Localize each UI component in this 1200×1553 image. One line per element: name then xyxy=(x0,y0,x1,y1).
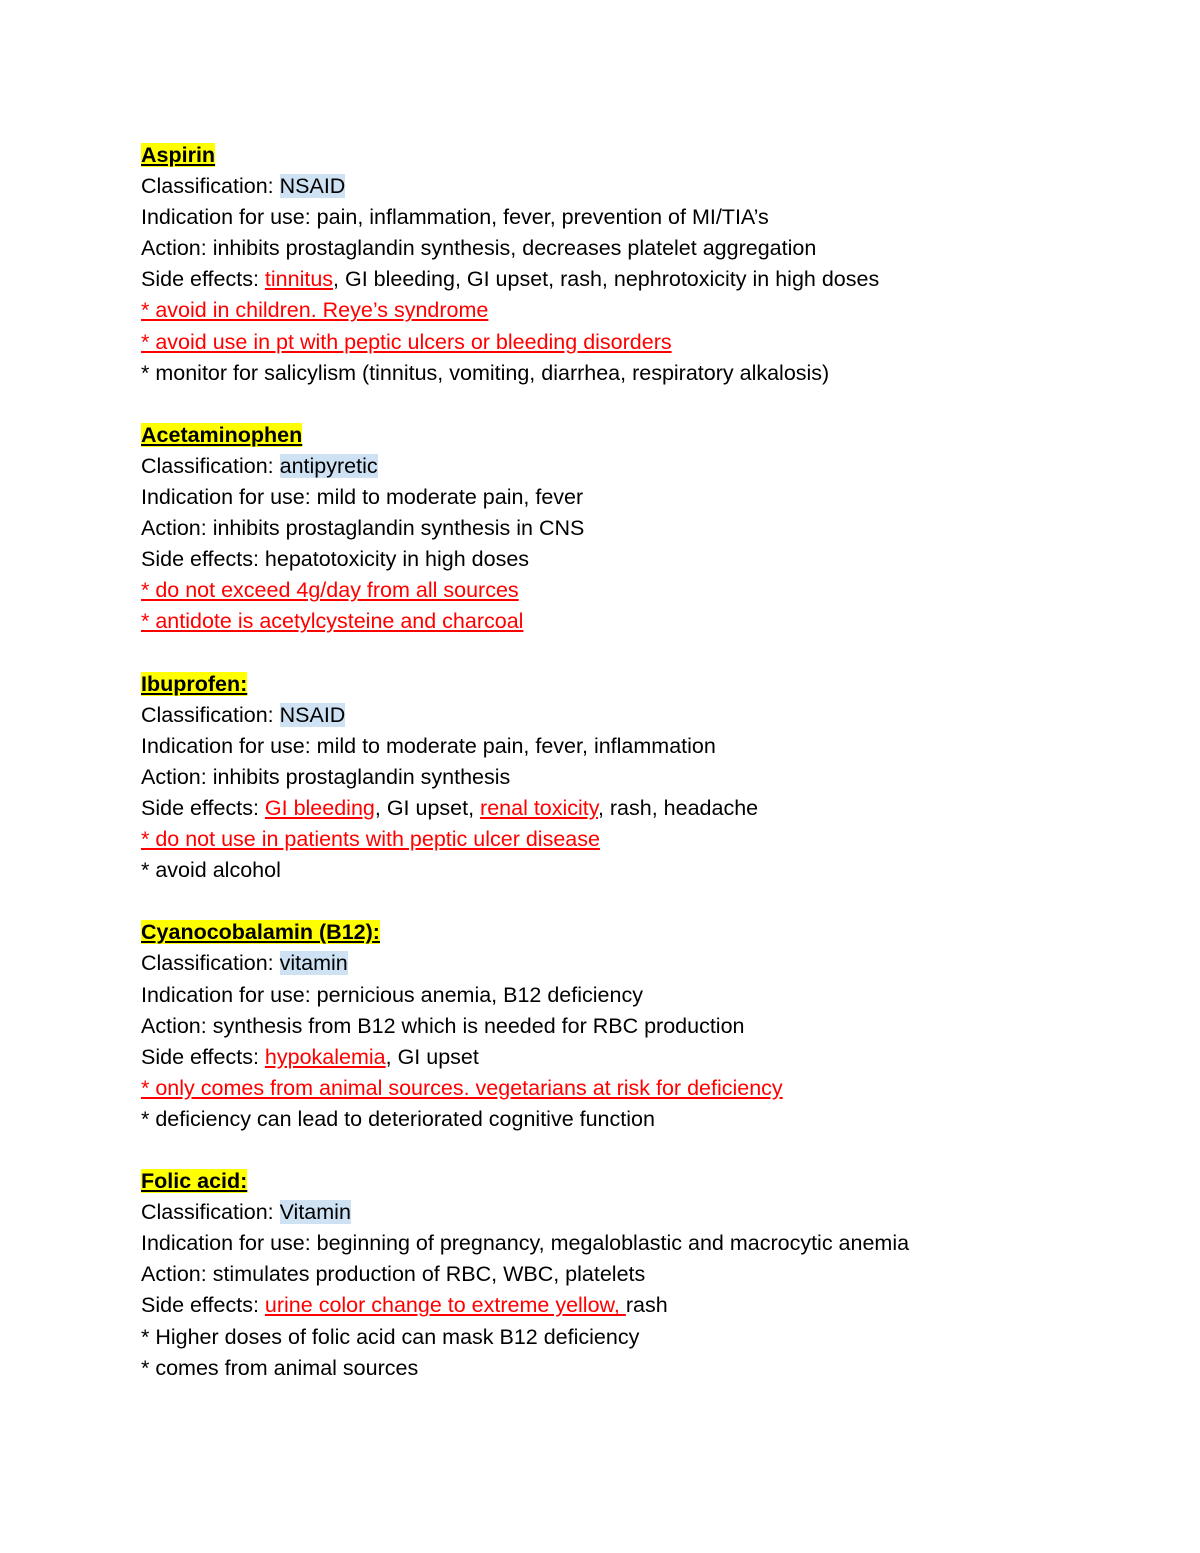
note-warning: * antidote is acetylcysteine and charcoal xyxy=(141,609,524,634)
classification-label: Classification: xyxy=(141,702,280,727)
note-warning: * do not exceed 4g/day from all sources xyxy=(141,578,519,603)
classification-label: Classification: xyxy=(141,1200,280,1225)
classification-line xyxy=(141,700,1141,731)
section-gap xyxy=(141,638,1141,669)
classification-line xyxy=(141,1197,1141,1228)
drug-title-line xyxy=(141,917,1141,948)
side-effects-rest: rash xyxy=(625,1293,668,1318)
section-gap xyxy=(141,886,1141,917)
drug-title: Aspirin xyxy=(141,143,216,167)
note-warning: * avoid in children. Reye’s syndrome xyxy=(141,298,489,323)
note-line xyxy=(141,575,1141,606)
note-line: * monitor for salicylism (tinnitus, vomiting, diarrhea, respiratory alkalosis) xyxy=(141,360,830,385)
side-effect-highlight: hypokalemia xyxy=(264,1044,386,1069)
indication-line: Indication for use: mild to moderate pain, fever, inflammation xyxy=(141,733,716,758)
side-effects-line xyxy=(141,793,1141,824)
classification-label: Classification: xyxy=(141,453,280,478)
drug-title-line xyxy=(141,1166,1141,1197)
note-warning: * avoid use in pt with peptic ulcers or bleeding disorders xyxy=(141,329,672,354)
note-line: * avoid alcohol xyxy=(141,858,281,883)
drug-title-line xyxy=(141,420,1141,451)
side-effects-label: Side effects: xyxy=(141,267,265,292)
drug-section-folic-acid xyxy=(141,1166,1141,1384)
section-gap xyxy=(141,389,1141,420)
side-effects-rest: , GI upset xyxy=(385,1044,479,1069)
note-line: * comes from animal sources xyxy=(141,1355,419,1380)
side-effects-line xyxy=(141,1290,1141,1321)
classification-label: Classification: xyxy=(141,951,280,976)
note-line: * deficiency can lead to deteriorated cognitive function xyxy=(141,1106,655,1131)
classification-label: Classification: xyxy=(141,174,280,199)
action-line: Action: inhibits prostaglandin synthesis in CNS xyxy=(141,516,585,541)
classification-value: NSAID xyxy=(279,702,346,727)
note-warning: * do not use in patients with peptic ulcer disease xyxy=(141,827,600,852)
section-gap xyxy=(141,1135,1141,1166)
side-effects-label: Side effects: xyxy=(141,1293,265,1318)
note-line xyxy=(141,824,1141,855)
side-effect-highlight: urine color change to extreme yellow, xyxy=(264,1293,626,1318)
action-line: Action: inhibits prostaglandin synthesis, decreases platelet aggregation xyxy=(141,236,817,261)
classification-value: NSAID xyxy=(279,174,346,199)
document-page xyxy=(141,140,1141,1384)
drug-title-line xyxy=(141,140,1141,171)
side-effects-label: Side effects: xyxy=(141,795,265,820)
side-effects-rest: , rash, headache xyxy=(597,795,759,820)
note-line xyxy=(141,606,1141,637)
drug-section-cyanocobalamin xyxy=(141,917,1141,1135)
classification-line xyxy=(141,451,1141,482)
indication-line: Indication for use: beginning of pregnancy, megaloblastic and macrocytic anemia xyxy=(141,1231,910,1256)
indication-line: Indication for use: mild to moderate pain, fever xyxy=(141,485,584,510)
drug-section-aspirin xyxy=(141,140,1141,389)
side-effects-rest: , GI bleeding, GI upset, rash, nephrotoxicity in high doses xyxy=(333,267,880,292)
classification-value: Vitamin xyxy=(279,1200,351,1225)
side-effects-line xyxy=(141,1042,1141,1073)
action-line: Action: inhibits prostaglandin synthesis xyxy=(141,764,511,789)
side-effect-highlight: tinnitus xyxy=(264,267,334,292)
drug-section-ibuprofen xyxy=(141,669,1141,887)
side-effect-highlight: renal toxicity xyxy=(480,795,598,820)
side-effects-line xyxy=(141,264,1141,295)
classification-line xyxy=(141,948,1141,979)
side-effects-label: Side effects: xyxy=(141,1044,265,1069)
side-effects-line: Side effects: hepatotoxicity in high doses xyxy=(141,547,530,572)
side-effect-highlight: GI bleeding xyxy=(264,795,375,820)
drug-title: Folic acid: xyxy=(141,1169,248,1194)
classification-value: antipyretic xyxy=(279,453,378,478)
indication-line: Indication for use: pain, inflammation, fever, prevention of MI/TIA’s xyxy=(141,205,769,230)
side-effects-mid: , GI upset, xyxy=(374,795,481,820)
drug-title: Acetaminophen xyxy=(141,422,303,447)
drug-section-acetaminophen xyxy=(141,420,1141,638)
note-line xyxy=(141,1073,1141,1104)
note-line: * Higher doses of folic acid can mask B12 deficiency xyxy=(141,1324,640,1349)
indication-line: Indication for use: pernicious anemia, B12 deficiency xyxy=(141,982,643,1007)
classification-line xyxy=(141,171,1141,202)
note-line xyxy=(141,327,1141,358)
drug-title-line xyxy=(141,669,1141,700)
drug-title: Ibuprofen: xyxy=(141,671,248,696)
note-line xyxy=(141,295,1141,326)
note-warning: * only comes from animal sources. vegetarians at risk for deficiency xyxy=(141,1075,783,1100)
action-line: Action: stimulates production of RBC, WBC, platelets xyxy=(141,1262,646,1287)
classification-value: vitamin xyxy=(279,951,348,976)
drug-title: Cyanocobalamin (B12): xyxy=(141,920,380,945)
action-line: Action: synthesis from B12 which is needed for RBC production xyxy=(141,1013,745,1038)
